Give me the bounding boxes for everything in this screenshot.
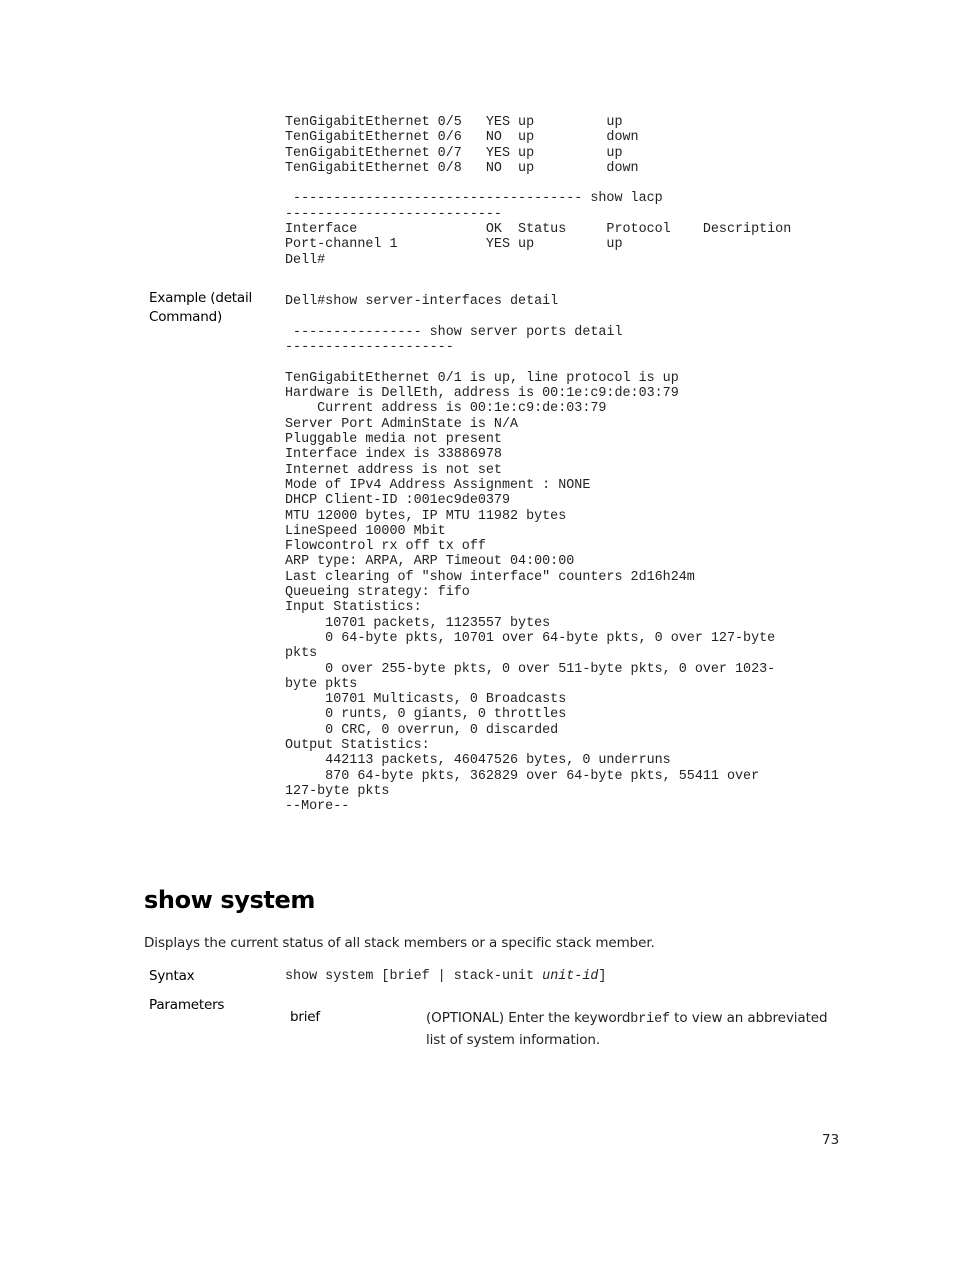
code-detail-line: byte pkts [285,676,358,692]
code-detail-line: pkts [285,646,318,662]
code-detail-line: Queueing strategy: fifo [285,585,470,601]
code-top-line: TenGigabitEthernet 0/7 YES up up [285,145,623,161]
code-detail-line: --More-- [285,799,350,815]
example-command: Dell#show server-interfaces detail [285,294,559,309]
code-top-line: TenGigabitEthernet 0/8 NO up down [285,160,639,176]
code-detail-line: Pluggable media not present [285,432,502,448]
code-detail-line: 442113 packets, 46047526 bytes, 0 underruns [285,753,671,769]
page-number: 73 [822,1132,840,1148]
code-top-line: Dell# [285,252,326,268]
code-detail-line: 10701 Multicasts, 0 Broadcasts [285,692,567,708]
code-detail-line: ARP type: ARPA, ARP Timeout 04:00:00 [285,554,575,570]
param-name-brief: brief [290,1009,320,1025]
code-detail-line: Server Port AdminState is N/A [285,416,519,432]
param-desc-before: (OPTIONAL) Enter the keyword [426,1010,631,1026]
code-detail-line: 10701 packets, 1123557 bytes [285,615,551,631]
code-detail-line: Current address is 00:1e:c9:de:03:79 [285,401,607,417]
section-heading-show-system: show system [144,886,315,914]
example-detail-label: Example (detail Command) [149,290,253,325]
code-detail-line: Internet address is not set [285,462,502,478]
syntax-suffix: ] [598,969,607,984]
syntax-prefix: show system [brief | stack-unit [285,969,543,984]
code-detail-line: --------------------- [285,340,454,356]
code-block-server-ports-detail [285,325,775,815]
code-top-line: --------------------------- [285,206,502,222]
parameters-label: Parameters [149,997,225,1013]
code-detail-line: 0 64-byte pkts, 10701 over 64-byte pkts, 0 over 127-byte [285,630,776,646]
code-detail-line: 0 CRC, 0 overrun, 0 discarded [285,722,559,738]
code-top-line [285,176,791,191]
code-detail-line: Mode of IPv4 Address Assignment : NONE [285,477,591,493]
code-top-line: Port-channel 1 YES up up [285,237,623,253]
code-block-interfaces [285,115,791,268]
code-detail-line: ---------------- show server ports detail [285,325,623,340]
code-detail-line: LineSpeed 10000 Mbit [285,523,446,539]
code-top-line: ------------------------------------ show lacp [285,191,663,207]
code-detail-line: 127-byte pkts [285,783,390,799]
code-detail-line: 0 runts, 0 giants, 0 throttles [285,707,567,723]
code-detail-line: Flowcontrol rx off tx off [285,539,486,555]
syntax-arg-unit-id: unit-id [542,969,599,984]
code-detail-line: Interface index is 33886978 [285,447,502,463]
code-detail-line: Hardware is DellEth, address is 00:1e:c9:de:03:79 [285,386,679,402]
code-detail-line: Input Statistics: [285,600,422,616]
code-top-line: TenGigabitEthernet 0/5 YES up up [285,115,623,130]
param-desc-after: to view an abbreviated list of system information. [426,1010,828,1048]
code-detail-line [285,356,775,371]
syntax-command [285,969,606,984]
code-detail-line: MTU 12000 bytes, IP MTU 11982 bytes [285,508,567,524]
show-system-description: Displays the current status of all stack members or a specific stack member. [144,935,655,951]
param-description-brief [426,1008,838,1050]
code-detail-line: 870 64-byte pkts, 362829 over 64-byte pkts, 55411 over [285,768,760,784]
code-detail-line: TenGigabitEthernet 0/1 is up, line protocol is up [285,370,679,386]
code-detail-line: Output Statistics: [285,738,430,754]
code-top-line: TenGigabitEthernet 0/6 NO up down [285,130,639,146]
code-detail-line: 0 over 255-byte pkts, 0 over 511-byte pkts, 0 over 1023- [285,661,776,677]
code-detail-line: DHCP Client-ID :001ec9de0379 [285,493,510,509]
param-desc-keyword: brief [630,1012,670,1027]
syntax-label: Syntax [149,968,195,984]
code-top-line: Interface OK Status Protocol Description [285,222,792,238]
code-detail-line: Last clearing of "show interface" counters 2d16h24m [285,569,695,585]
